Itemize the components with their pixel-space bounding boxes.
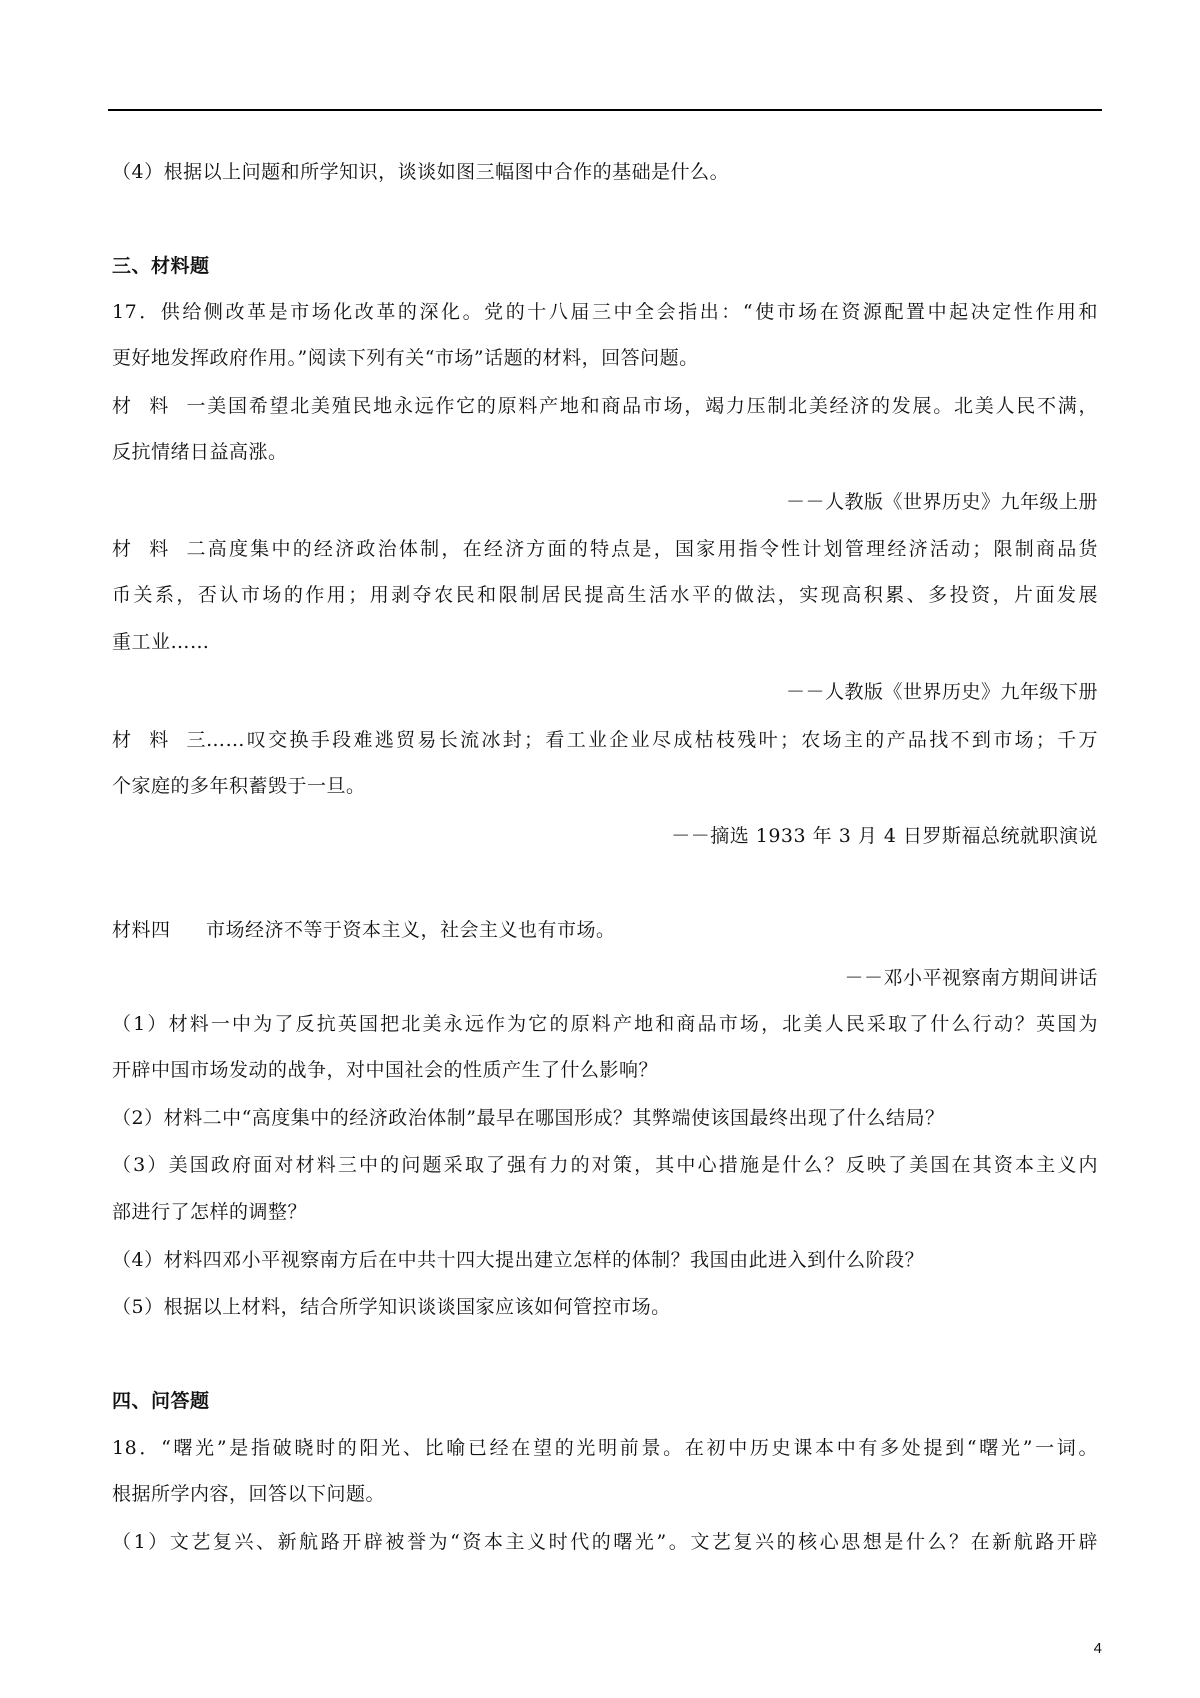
question-17-1: （1）材料一中为了反抗英国把北美永远作为它的原料产地和商品市场，北美人民采取了什么行动？英国为 xyxy=(112,1013,1098,1035)
material-1-cont: 反抗情绪日益高涨。 xyxy=(112,441,288,463)
question-17-2: （2）材料二中“高度集中的经济政治体制”最早在哪国形成？其弊端使该国最终出现了什么结局？ xyxy=(112,1107,945,1129)
question-17-1-cont: 开辟中国市场发动的战争，对中国社会的性质产生了什么影响？ xyxy=(112,1059,659,1081)
material-1-label: 材料一 xyxy=(112,395,206,417)
material-4 xyxy=(112,918,1098,942)
material-4-source: －－邓小平视察南方期间讲话 xyxy=(844,967,1098,989)
material-2-label: 材料二 xyxy=(112,538,206,560)
question-17-3: （3）美国政府面对材料三中的问题采取了强有力的对策，其中心措施是什么？反映了美国在其资本主义内 xyxy=(112,1154,1098,1176)
question-17-3-cont: 部进行了怎样的调整？ xyxy=(112,1201,308,1223)
question-17-intro: 17．供给侧改革是市场化改革的深化。党的十八届三中全会指出：“使市场在资源配置中起决定性作用和 xyxy=(112,301,1098,323)
question-17-intro-cont: 更好地发挥政府作用。”阅读下列有关“市场”话题的材料，回答问题。 xyxy=(112,347,699,369)
section-heading-material: 三、材料题 xyxy=(112,255,210,277)
material-3 xyxy=(112,728,1098,752)
material-2-cont2: 重工业…… xyxy=(112,631,210,653)
material-3-text: ……叹交换手段难逃贸易长流冰封；看工业企业尽成枯枝残叶；农场主的产品找不到市场；千万 xyxy=(206,729,1098,751)
material-4-text: 市场经济不等于资本主义，社会主义也有市场。 xyxy=(206,919,616,941)
material-1-text: 美国希望北美殖民地永远作它的原料产地和商品市场，竭力压制北美经济的发展。北美人民不满， xyxy=(206,395,1098,417)
question-18-intro: 18．“曙光”是指破晓时的阳光、比喻已经在望的光明前景。在初中历史课本中有多处提到“曙光”一词。 xyxy=(112,1437,1098,1459)
material-3-source: －－摘选 1933 年 3 月 4 日罗斯福总统就职演说 xyxy=(671,825,1098,847)
section-heading-qa: 四、问答题 xyxy=(112,1390,210,1412)
material-2 xyxy=(112,537,1098,561)
question-17-5: （5）根据以上材料，结合所学知识谈谈国家应该如何管控市场。 xyxy=(112,1296,671,1318)
page-number: 4 xyxy=(1093,1640,1102,1657)
material-3-cont: 个家庭的多年积蓄毁于一旦。 xyxy=(112,775,366,797)
question-18-1: （1）文艺复兴、新航路开辟被誉为“资本主义时代的曙光”。文艺复兴的核心思想是什么？在新航路开辟 xyxy=(112,1531,1098,1553)
material-2-source: －－人教版《世界历史》九年级下册 xyxy=(785,681,1098,703)
header-rule xyxy=(108,109,1102,111)
question-17-4: （4）材料四邓小平视察南方后在中共十四大提出建立怎样的体制？我国由此进入到什么阶段？ xyxy=(112,1249,925,1271)
material-1-source: －－人教版《世界历史》九年级上册 xyxy=(785,491,1098,513)
material-4-label: 材料四 xyxy=(112,919,171,941)
question-18-intro-cont: 根据所学内容，回答以下问题。 xyxy=(112,1483,386,1505)
question-16-4: （4）根据以上问题和所学知识，谈谈如图三幅图中合作的基础是什么。 xyxy=(112,161,730,183)
material-1 xyxy=(112,394,1098,418)
material-2-text: 高度集中的经济政治体制，在经济方面的特点是，国家用指令性计划管理经济活动；限制商品货 xyxy=(206,538,1098,560)
material-2-cont: 币关系，否认市场的作用；用剥夺农民和限制居民提高生活水平的做法，实现高积累、多投资，片面发展 xyxy=(112,584,1098,606)
material-3-label: 材料三 xyxy=(112,729,206,751)
